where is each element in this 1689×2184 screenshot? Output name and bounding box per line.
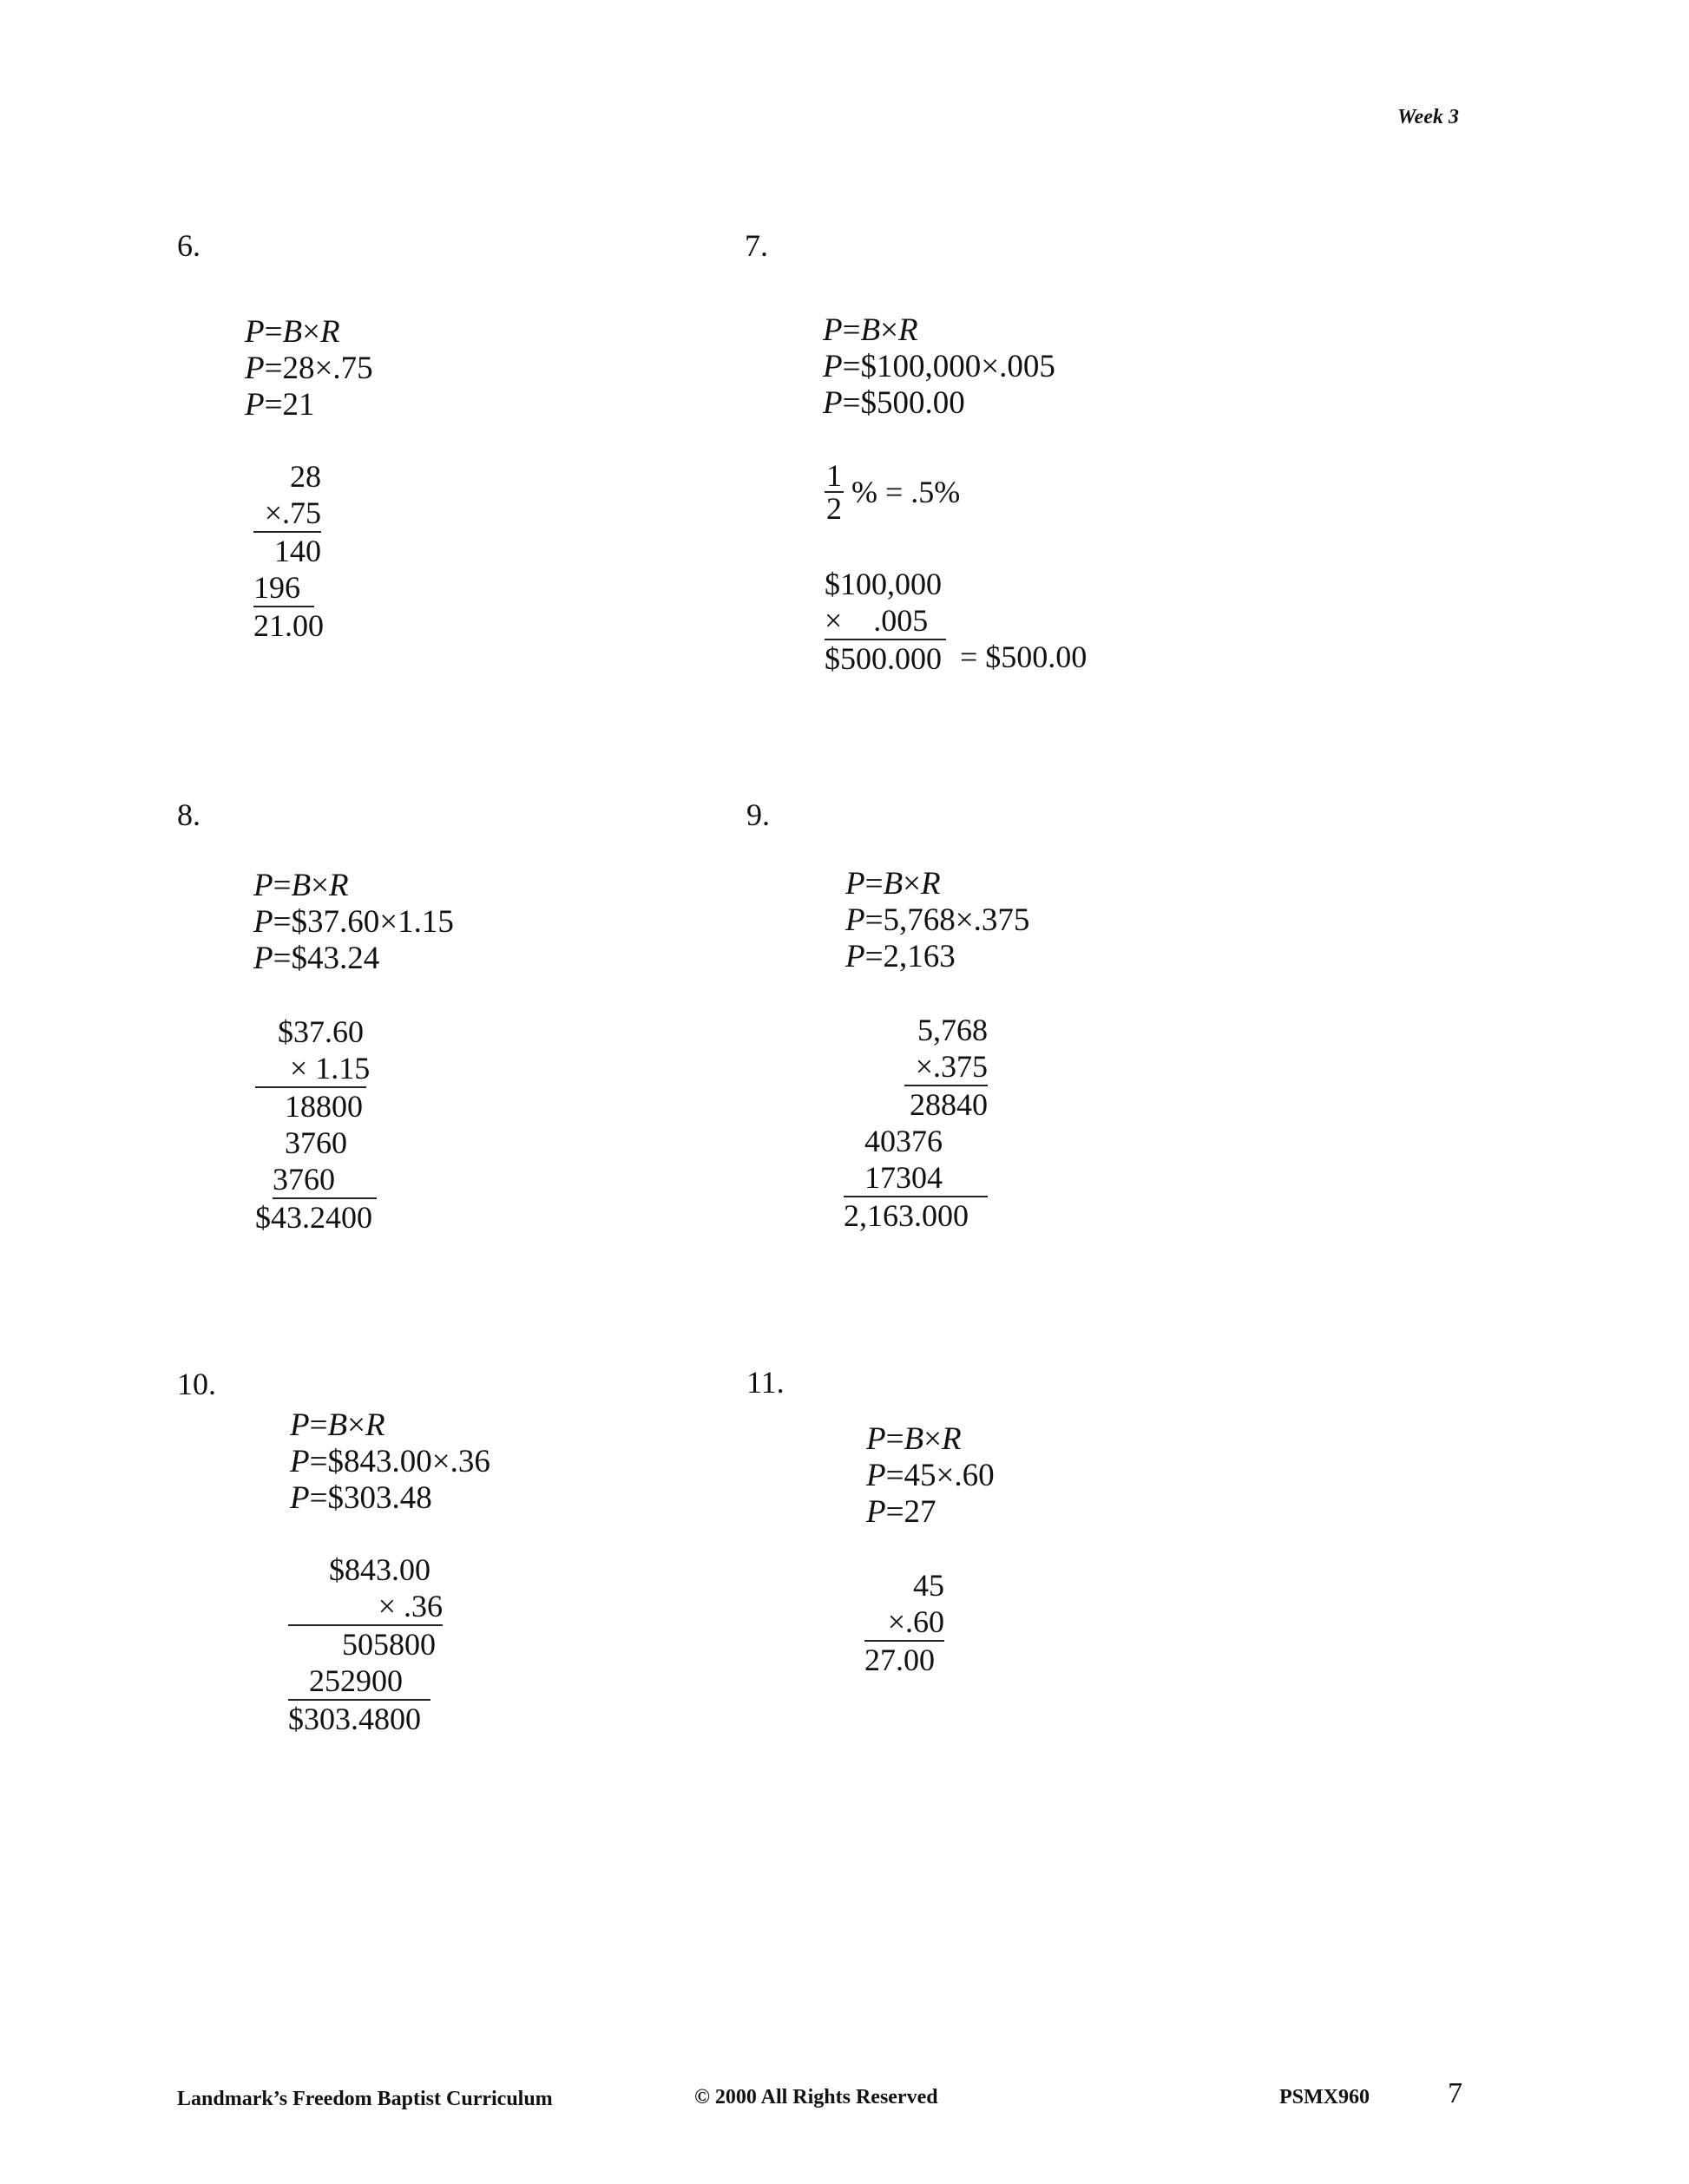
fraction-numerator: 1 xyxy=(826,458,842,493)
problem-9-work xyxy=(844,1012,988,1234)
equation-line: P=$43.24 xyxy=(253,941,380,976)
work-line: ×.375 xyxy=(904,1048,988,1086)
equation-line: P=B×R xyxy=(245,314,340,350)
work-line: 2,163.000 xyxy=(844,1198,969,1233)
problem-7-number: 7. xyxy=(745,228,768,263)
work-line: 505800 xyxy=(342,1627,436,1662)
problem-6-number: 6. xyxy=(177,228,200,263)
work-line: 196 xyxy=(253,569,314,607)
problem-8-number: 8. xyxy=(177,797,200,832)
equation-line: P=$37.60×1.15 xyxy=(253,904,454,940)
equation-line: P=2,163 xyxy=(845,939,956,974)
work-line: ×.75 xyxy=(253,495,321,533)
work-line: $43.2400 xyxy=(255,1200,372,1235)
equation-line: P=B×R xyxy=(866,1421,962,1457)
equation-line: P=5,768×.375 xyxy=(845,902,1030,938)
equation-line: P=$843.00×.36 xyxy=(290,1444,490,1479)
work-line: 27.00 xyxy=(864,1643,935,1677)
problem-10-equations xyxy=(290,1407,490,1517)
work-line: 21.00 xyxy=(253,608,324,643)
equation-line: P=$303.48 xyxy=(290,1480,432,1516)
work-line: × .005 xyxy=(825,602,946,640)
equation-line: P=B×R xyxy=(845,866,941,902)
footer-curriculum: Landmark’s Freedom Baptist Curriculum xyxy=(177,2088,553,2110)
fraction-rest: % = .5% xyxy=(851,475,961,509)
equation-line: P=28×.75 xyxy=(245,351,373,386)
problem-8-equations xyxy=(253,868,454,977)
problem-7-work xyxy=(825,566,946,677)
footer-code: PSMX960 xyxy=(1279,2086,1370,2109)
work-line: 45 xyxy=(913,1568,944,1603)
work-line: × .36 xyxy=(288,1588,443,1626)
work-line: 18800 xyxy=(285,1089,363,1124)
problem-10-number: 10. xyxy=(177,1367,216,1401)
problem-10-work xyxy=(288,1551,443,1737)
problem-8-work xyxy=(255,1013,377,1236)
work-line: 28 xyxy=(290,459,321,494)
footer-copyright: © 2000 All Rights Reserved xyxy=(694,2086,938,2109)
work-line: $37.60 xyxy=(278,1014,364,1049)
equation-line: P=B×R xyxy=(290,1407,385,1443)
problem-7-fraction xyxy=(825,460,960,524)
work-line: 28840 xyxy=(910,1087,988,1122)
work-line: 3760 xyxy=(273,1161,377,1199)
work-line: 5,768 xyxy=(917,1013,988,1047)
problem-6-equations xyxy=(245,314,373,423)
page-number: 7 xyxy=(1448,2077,1462,2109)
work-line: 40376 xyxy=(864,1124,943,1158)
problem-11-number: 11. xyxy=(746,1365,785,1400)
problem-11-equations xyxy=(866,1421,995,1531)
fraction-denominator: 2 xyxy=(826,491,842,526)
equation-line: P=21 xyxy=(245,387,315,423)
equation-line: P=45×.60 xyxy=(866,1458,995,1493)
work-line: 140 xyxy=(274,534,321,568)
equation-line: P=$100,000×.005 xyxy=(823,349,1055,384)
equation-line: P=B×R xyxy=(823,312,918,348)
problem-7-result: = $500.00 xyxy=(960,639,1088,674)
work-line: 252900 xyxy=(288,1663,430,1701)
problem-7-equations xyxy=(823,312,1055,422)
work-line: × 1.15 xyxy=(255,1050,366,1088)
problem-9-equations xyxy=(845,866,1029,975)
work-line: $843.00 xyxy=(329,1552,430,1587)
work-line: $303.4800 xyxy=(288,1702,421,1736)
equation-line: P=B×R xyxy=(253,868,349,903)
equation-line: P=27 xyxy=(866,1494,937,1530)
work-line: ×.60 xyxy=(864,1604,944,1642)
work-line: 17304 xyxy=(844,1159,988,1197)
problem-11-work xyxy=(864,1567,944,1678)
work-line: $100,000 xyxy=(825,567,942,601)
problem-6-work xyxy=(253,458,324,644)
problem-9-number: 9. xyxy=(746,797,770,832)
equation-line: P=$500.00 xyxy=(823,385,965,421)
work-line: 3760 xyxy=(285,1125,347,1160)
fraction xyxy=(825,460,844,524)
week-label: Week 3 xyxy=(1397,106,1459,128)
work-line: $500.000 xyxy=(825,641,942,676)
